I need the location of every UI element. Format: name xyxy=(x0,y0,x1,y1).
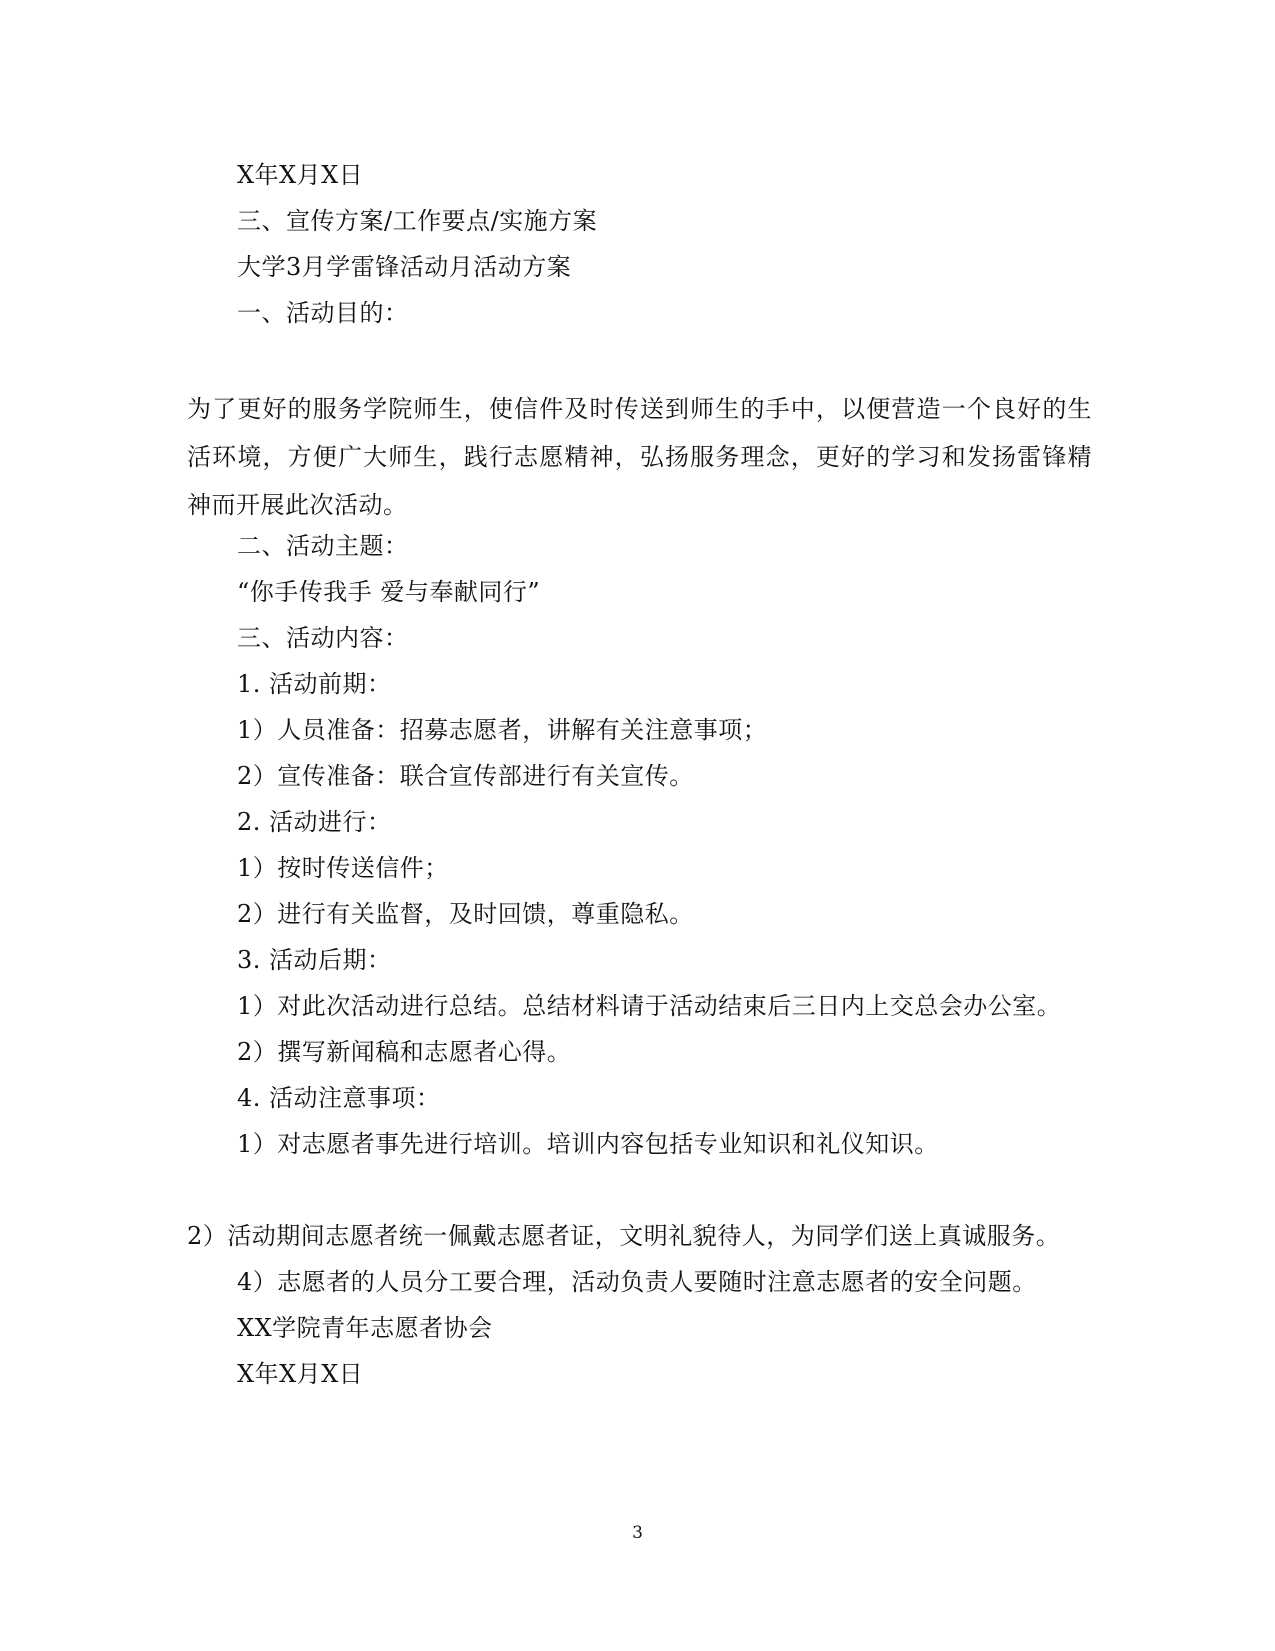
list-item: 2）宣传准备：联合宣传部进行有关宣传。 xyxy=(237,762,694,790)
organization-signature: XX学院青年志愿者协会 xyxy=(237,1314,493,1342)
list-item: 2）活动期间志愿者统一佩戴志愿者证，文明礼貌待人，为同学们送上真诚服务。 xyxy=(187,1222,1061,1250)
document-title: 大学3月学雷锋活动月活动方案 xyxy=(237,253,572,281)
page-number: 3 xyxy=(632,1523,643,1543)
phase-3-heading: 3. 活动后期： xyxy=(237,946,392,974)
phase-2-heading: 2. 活动进行： xyxy=(237,808,392,836)
section-heading: 三、宣传方案/工作要点/实施方案 xyxy=(237,207,598,235)
phase-1-heading: 1. 活动前期： xyxy=(237,670,392,698)
date-line: X年X月X日 xyxy=(237,1360,364,1388)
purpose-heading: 一、活动目的： xyxy=(237,299,409,327)
content-heading: 三、活动内容： xyxy=(237,624,409,652)
list-item: 1）对志愿者事先进行培训。培训内容包括专业知识和礼仪知识。 xyxy=(237,1130,939,1158)
list-item: 4）志愿者的人员分工要合理，活动负责人要随时注意志愿者的安全问题。 xyxy=(237,1268,1037,1296)
list-item: 2）进行有关监督，及时回馈，尊重隐私。 xyxy=(237,900,694,928)
list-item: 1）按时传送信件； xyxy=(237,854,449,882)
list-item: 1）人员准备：招募志愿者，讲解有关注意事项； xyxy=(237,716,768,744)
list-item: 2）撰写新闻稿和志愿者心得。 xyxy=(237,1038,572,1066)
list-item: 1）对此次活动进行总结。总结材料请于活动结束后三日内上交总会办公室。 xyxy=(237,992,1062,1020)
theme-text: “你手传我手 爱与奉献同行” xyxy=(237,578,541,606)
purpose-paragraph: 为了更好的服务学院师生，使信件及时传送到师生的手中，以便营造一个良好的生活环境，方便广大师生，践行志愿精神，弘扬服务理念，更好的学习和发扬雷锋精神而开展此次活动。 xyxy=(187,395,1092,519)
theme-heading: 二、活动主题： xyxy=(237,532,409,560)
date-line: X年X月X日 xyxy=(237,161,364,189)
notes-heading: 4. 活动注意事项： xyxy=(237,1084,441,1112)
